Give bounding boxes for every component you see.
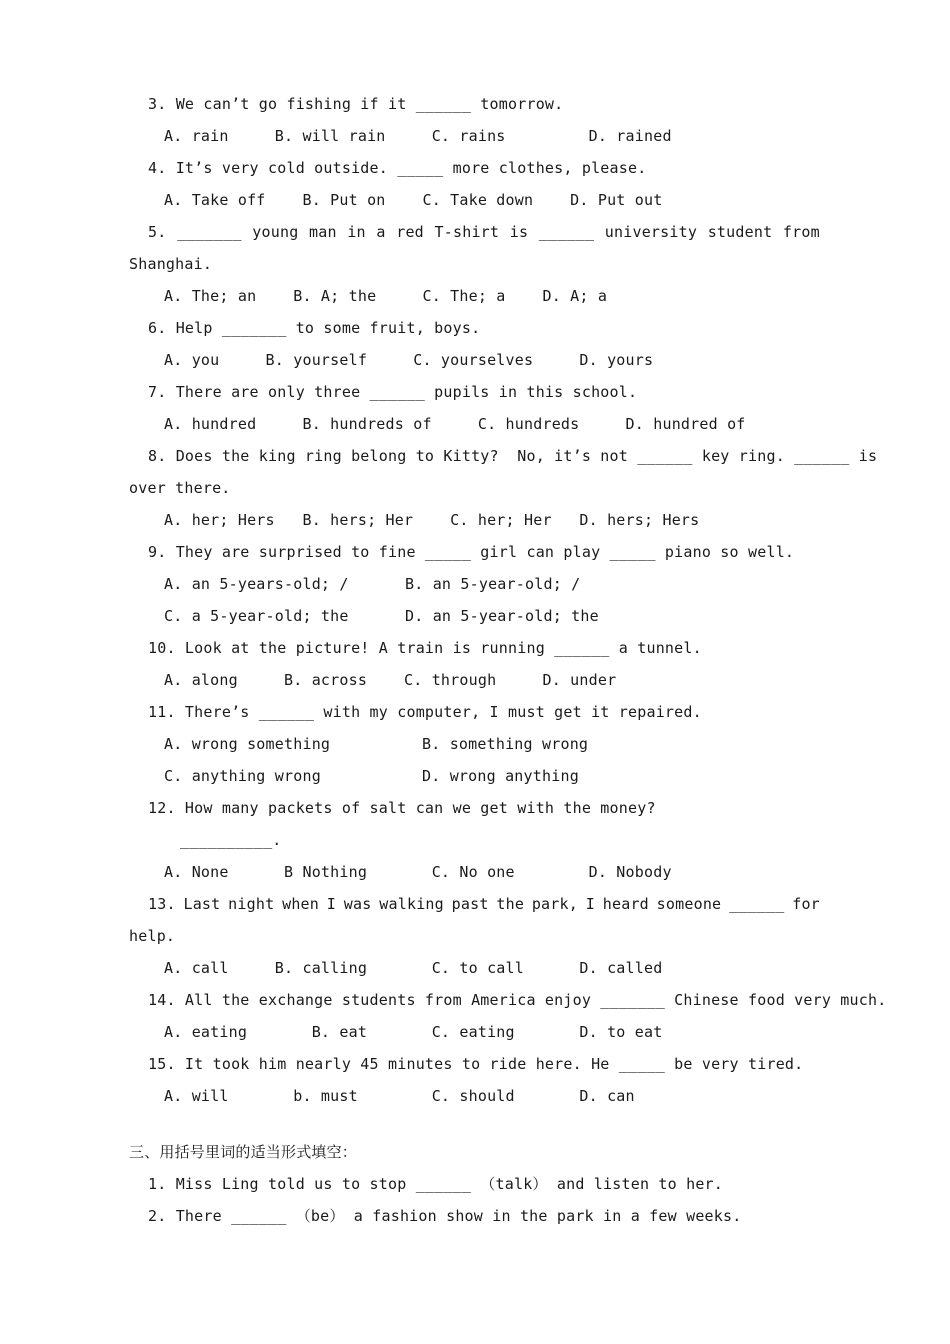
question-9-option-c: C. a 5-year-old; the [164, 607, 349, 625]
question-15-stem: 15. It took him nearly 45 minutes to ride here. He _____ be very tired. [148, 1055, 804, 1073]
word: man [309, 223, 337, 241]
question-12-stem: 12. How many packets of salt can we get with the money? [148, 799, 656, 817]
word: a [376, 223, 386, 241]
blank: ______ [538, 223, 595, 241]
word: Last [183, 895, 221, 913]
question-4-stem: 4. It’s very cold outside. _____ more clothes, please. [148, 159, 647, 177]
question-9-option-b: B. an 5-year-old; / [405, 575, 581, 593]
word: 13. [148, 895, 176, 913]
question-7-options: A. hundred B. hundreds of C. hundreds D. hundred of [164, 415, 746, 433]
word: was [343, 895, 372, 913]
word: when [282, 895, 320, 913]
question-5-options: A. The; an B. A; the C. The; a D. A; a [164, 287, 608, 305]
question-13-stem [148, 894, 820, 914]
question-12-options: A. None B Nothing C. No one D. Nobody [164, 863, 672, 881]
word: for [792, 895, 820, 913]
question-7-stem: 7. There are only three ______ pupils in this school. [148, 383, 638, 401]
question-6-options: A. you B. yourself C. yourselves D. yours [164, 351, 654, 369]
question-10-stem: 10. Look at the picture! A train is running ______ a tunnel. [148, 639, 702, 657]
question-5-stem-continued: Shanghai. [129, 255, 213, 273]
question-8-stem: 8. Does the king ring belong to Kitty? No, it’s not ______ key ring. ______ is [148, 447, 878, 465]
word: red [396, 223, 424, 241]
word: 5. [148, 223, 167, 241]
word: T-shirt [434, 223, 500, 241]
question-11-option-b: B. something wrong [422, 735, 589, 753]
section-3-item-2: 2. There ______ （be） a fashion show in the park in a few weeks. [148, 1207, 742, 1225]
word: in [347, 223, 366, 241]
question-10-options: A. along B. across C. through D. under [164, 671, 617, 689]
blank: ______ [729, 895, 785, 913]
question-3-stem: 3. We can’t go fishing if it ______ tomorrow. [148, 95, 564, 113]
question-13-options: A. call B. calling C. to call D. called [164, 959, 663, 977]
section-3-item-1: 1. Miss Ling told us to stop ______ （talk） and listen to her. [148, 1175, 724, 1193]
word: young [252, 223, 299, 241]
word: I [585, 895, 595, 913]
question-8-stem-continued: over there. [129, 479, 231, 497]
question-11-stem: 11. There’s ______ with my computer, I must get it repaired. [148, 703, 702, 721]
word: past [451, 895, 489, 913]
word: from [782, 223, 820, 241]
question-13-stem-continued: help. [129, 927, 176, 945]
question-11-option-c: C. anything wrong [164, 767, 321, 785]
word: park, [531, 895, 578, 913]
word: walking [379, 895, 444, 913]
word: university [604, 223, 698, 241]
question-11-option-d: D. wrong anything [422, 767, 579, 785]
word: the [496, 895, 525, 913]
question-6-stem: 6. Help _______ to some fruit, boys. [148, 319, 481, 337]
question-14-options: A. eating B. eat C. eating D. to eat [164, 1023, 663, 1041]
question-9-option-d: D. an 5-year-old; the [405, 607, 599, 625]
word: is [509, 223, 529, 241]
blank: _______ [177, 223, 242, 241]
question-9-option-a: A. an 5-years-old; / [164, 575, 349, 593]
word: student [707, 223, 773, 241]
question-9-stem: 9. They are surprised to fine _____ girl can play _____ piano so well. [148, 543, 795, 561]
question-12-blank: __________. [180, 831, 282, 849]
question-4-options: A. Take off B. Put on C. Take down D. Put out [164, 191, 663, 209]
word: heard [602, 895, 649, 913]
word: I [326, 895, 337, 913]
question-15-options: A. will b. must C. should D. can [164, 1087, 635, 1105]
question-8-options: A. her; Hers B. hers; Her C. her; Her D. hers; Hers [164, 511, 700, 529]
word: night [228, 895, 275, 913]
question-14-stem: 14. All the exchange students from America enjoy _______ Chinese food very much. [148, 991, 887, 1009]
question-3-options: A. rain B. will rain C. rains D. rained [164, 127, 672, 145]
section-3-heading: 三、用括号里词的适当形式填空： [129, 1143, 358, 1161]
question-5-stem [148, 222, 820, 242]
word: someone [656, 895, 722, 913]
question-11-option-a: A. wrong something [164, 735, 331, 753]
